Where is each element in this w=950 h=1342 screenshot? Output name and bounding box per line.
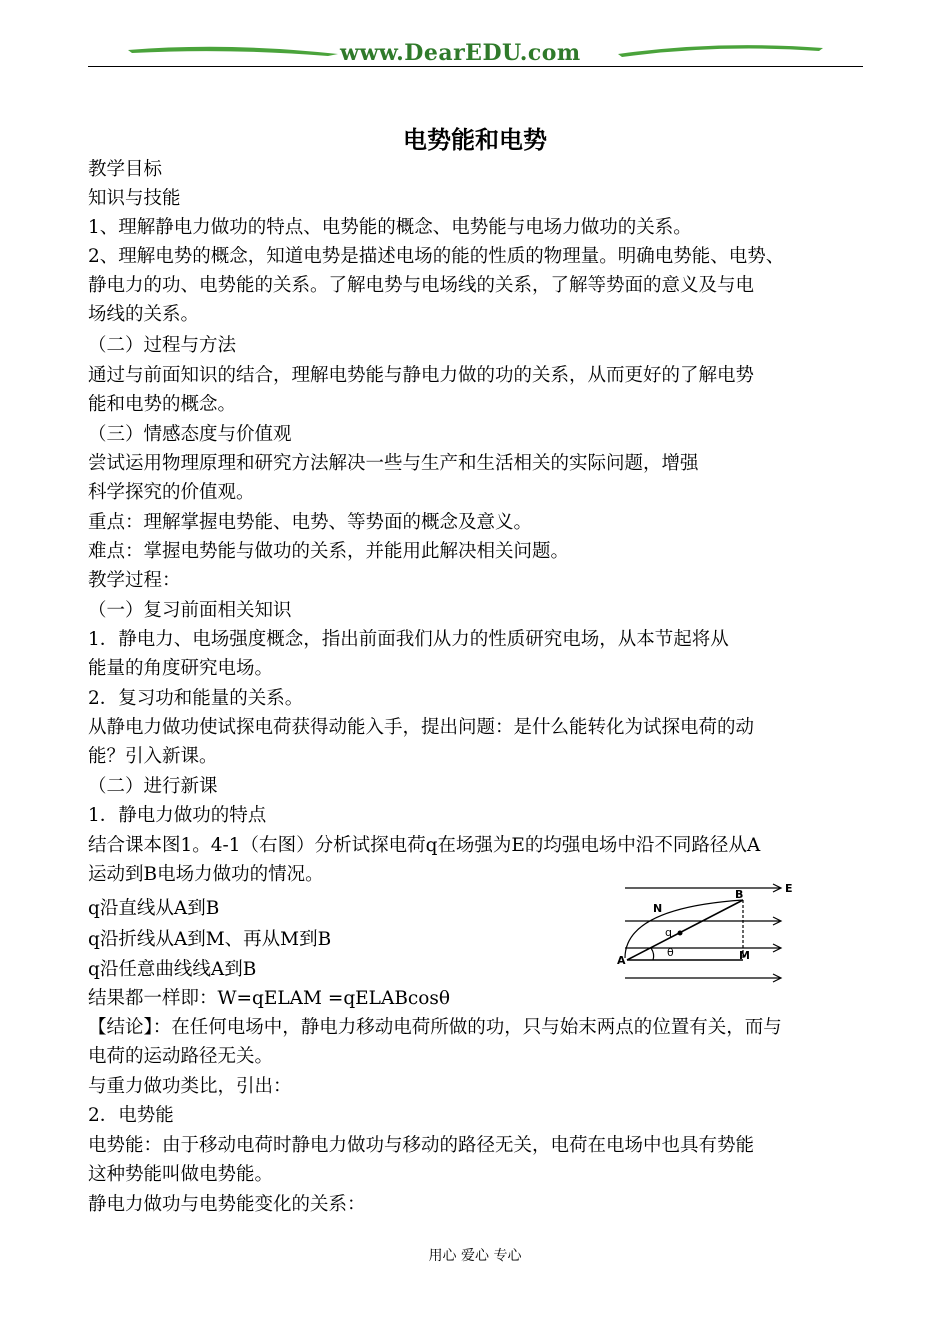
page-footer: 用心 爱心 专心 xyxy=(428,1248,522,1264)
text-line: 2．电势能 xyxy=(88,1105,174,1126)
text-line: 从静电力做功使试探电荷获得动能入手，提出问题：是什么能转化为试探电荷的动 xyxy=(88,717,755,738)
text-line: 尝试运用物理原理和研究方法解决一些与生产和生活相关的实际问题，增强 xyxy=(88,453,699,474)
text-line: （三）情感态度与价值观 xyxy=(88,424,292,445)
text-line: 1．静电力、电场强度概念，指出前面我们从力的性质研究电场，从本节起将从 xyxy=(88,629,729,650)
label-q: q xyxy=(665,926,672,939)
label-B: B xyxy=(735,888,744,901)
label-theta: θ xyxy=(667,946,674,959)
text-line: 2、理解电势的概念，知道电势是描述电场的能的性质的物理量。明确电势能、电势、 xyxy=(88,246,785,267)
text-line: （二）过程与方法 xyxy=(88,335,237,356)
text-line: 科学探究的价值观。 xyxy=(88,482,255,503)
text-line: 结合课本图1。4-1（右图）分析试探电荷q在场强为E的均强电场中沿不同路径从A xyxy=(88,835,761,856)
text-line: 静电力的功、电势能的关系。了解电势与电场线的关系，了解等势面的意义及与电 xyxy=(88,275,755,296)
text-line: （二）进行新课 xyxy=(88,776,218,797)
text-line: 难点：掌握电势能与做功的关系，并能用此解决相关问题。 xyxy=(88,541,570,562)
text-line: 能量的角度研究电场。 xyxy=(88,658,274,679)
text-line: 【结论】：在任何电场中，静电力移动电荷所做的功，只与始末两点的位置有关，而与 xyxy=(88,1017,782,1038)
text-line: 电荷的运动路径无关。 xyxy=(88,1046,274,1067)
text-line: 场线的关系。 xyxy=(88,304,200,325)
text-line: 教学目标 xyxy=(88,159,163,180)
text-line: （一）复习前面相关知识 xyxy=(88,600,292,621)
text-line: q沿任意曲线线A到B xyxy=(88,959,257,980)
text-line: 结果都一样即：W=qELAM =qELABcosθ xyxy=(88,988,451,1009)
text-line: 电势能：由于移动电荷时静电力做功与移动的路径无关，电荷在电场中也具有势能 xyxy=(88,1135,755,1156)
text-line: 2．复习功和能量的关系。 xyxy=(88,688,304,709)
text-line: 知识与技能 xyxy=(88,188,181,209)
page-title: 电势能和电势 xyxy=(403,126,547,154)
label-M: M xyxy=(739,949,750,962)
text-line: 与重力做功类比，引出： xyxy=(88,1076,292,1097)
text-line: 1、理解静电力做功的特点、电势能的概念、电势能与电场力做功的关系。 xyxy=(88,217,692,238)
label-N: N xyxy=(653,902,663,915)
label-A: A xyxy=(617,954,626,967)
text-line: 重点：理解掌握电势能、电势、等势面的概念及意义。 xyxy=(88,512,533,533)
text-line: 这种势能叫做电势能。 xyxy=(88,1164,274,1185)
text-line: 通过与前面知识的结合，理解电势能与静电力做的功的关系，从而更好的了解电势 xyxy=(88,365,755,386)
text-line: q沿折线从A到M、再从M到B xyxy=(88,929,332,950)
text-line: 教学过程： xyxy=(88,570,181,591)
label-E: E xyxy=(785,882,793,895)
text-line: 能和电势的概念。 xyxy=(88,394,237,415)
text-line: 1．静电力做功的特点 xyxy=(88,805,267,826)
field-diagram xyxy=(615,878,800,990)
text-line: q沿直线从A到B xyxy=(88,898,220,919)
site-brand[interactable]: www.DearEDU.com xyxy=(340,40,581,66)
text-line: 静电力做功与电势能变化的关系： xyxy=(88,1194,366,1215)
text-line: 能？引入新课。 xyxy=(88,746,218,767)
header-rule xyxy=(88,66,863,67)
text-line: 运动到B电场力做功的情况。 xyxy=(88,864,324,885)
